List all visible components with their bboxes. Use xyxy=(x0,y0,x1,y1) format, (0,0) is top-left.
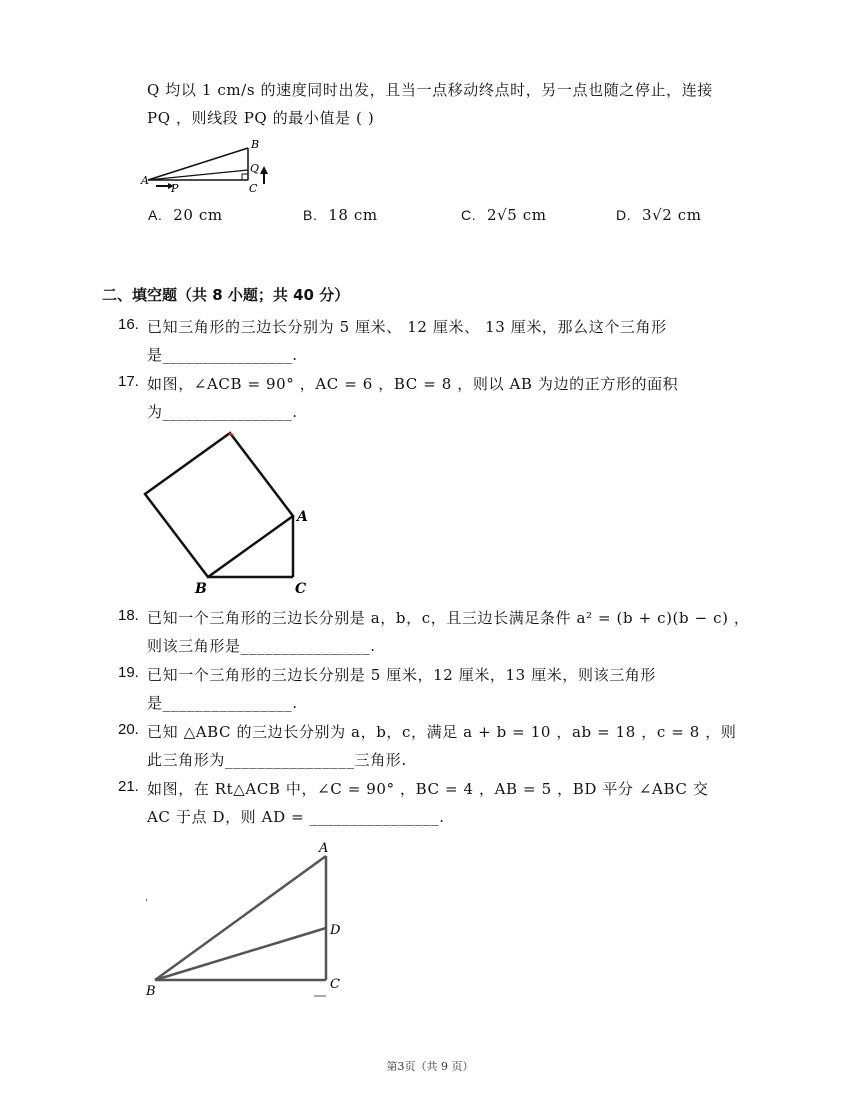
q15-option-d xyxy=(616,204,702,226)
q17-label-a: A xyxy=(297,509,308,525)
q15-label-p: P xyxy=(171,182,179,195)
q15-label-q: Q xyxy=(250,162,260,175)
q16-number: 16. xyxy=(118,316,139,333)
q15-option-a xyxy=(148,204,223,226)
q15-text-line1: Q 均以 1 cm/s 的速度同时出发，且当一点移动终点时，另一点也随之停止，连接 xyxy=(147,81,713,99)
q20-line1: 已知 △ABC 的三边长分别为 a，b，c，满足 a + b = 10 ，ab = 18 ，c = 8 ，则 xyxy=(147,723,737,741)
q21-label-b: B xyxy=(146,984,156,999)
q18-line2: 则该三角形是________________. xyxy=(147,637,376,655)
q15-option-b xyxy=(303,204,378,226)
q19-number: 19. xyxy=(118,664,139,681)
q15-label-b: B xyxy=(251,138,260,151)
q17-label-b: B xyxy=(195,581,207,597)
q21-figure xyxy=(140,836,360,1006)
option-c-text: 2√5 cm xyxy=(486,206,547,224)
q16-line1: 已知三角形的三边长分别为 5 厘米、 12 厘米、 13 厘米，那么这个三角形 xyxy=(147,318,667,336)
option-c-letter: C. xyxy=(461,207,477,223)
q20-line2: 此三角形为________________三角形. xyxy=(147,751,407,769)
q19-line1: 已知一个三角形的三边长分别是 5 厘米，12 厘米，13 厘米，则该三角形 xyxy=(147,666,656,684)
q15-option-c xyxy=(461,204,547,226)
section-title: 二、填空题（共 8 小题；共 40 分） xyxy=(102,286,350,304)
q17-figure xyxy=(135,425,335,600)
q17-line2: 为________________. xyxy=(147,403,298,421)
q16-line2: 是________________. xyxy=(147,346,298,364)
q18-line1: 已知一个三角形的三边长分别是 a，b，c，且三边长满足条件 a² = (b + c)(b − c) ， xyxy=(147,609,750,627)
q21-label-d: D xyxy=(330,923,341,938)
page-footer: 第3页（共 9 页） xyxy=(386,1060,474,1073)
q19-line2: 是________________. xyxy=(147,694,298,712)
option-d-letter: D. xyxy=(616,207,632,223)
q21-label-a: A xyxy=(319,841,329,856)
q17-line1: 如图，∠ACB = 90° ，AC = 6 ，BC = 8 ，则以 AB 为边的正方形的面积 xyxy=(147,375,679,393)
q21-label-c: C xyxy=(330,977,340,992)
q18-number: 18. xyxy=(118,607,139,624)
q15-label-a: A xyxy=(141,174,149,187)
q20-number: 20. xyxy=(118,721,139,738)
option-a-text: 20 cm xyxy=(173,206,223,224)
q15-text-line2: PQ ，则线段 PQ 的最小值是 ( ) xyxy=(147,109,375,127)
q15-figure xyxy=(138,136,288,196)
q21-line1: 如图，在 Rt△ACB 中，∠C = 90° ，BC = 4 ，AB = 5 ，BD 平分 ∠ABC 交 xyxy=(147,780,709,798)
option-b-letter: B. xyxy=(303,207,318,223)
q21-line2: AC 于点 D，则 AD = ________________. xyxy=(147,808,445,826)
option-b-text: 18 cm xyxy=(328,206,378,224)
q17-number: 17. xyxy=(118,373,139,390)
q15-label-c: C xyxy=(249,182,258,195)
q21-number: 21. xyxy=(118,778,139,795)
q17-label-c: C xyxy=(295,581,307,597)
option-a-letter: A. xyxy=(148,207,163,223)
option-d-text: 3√2 cm xyxy=(641,206,702,224)
svg-text:': ' xyxy=(145,898,148,909)
